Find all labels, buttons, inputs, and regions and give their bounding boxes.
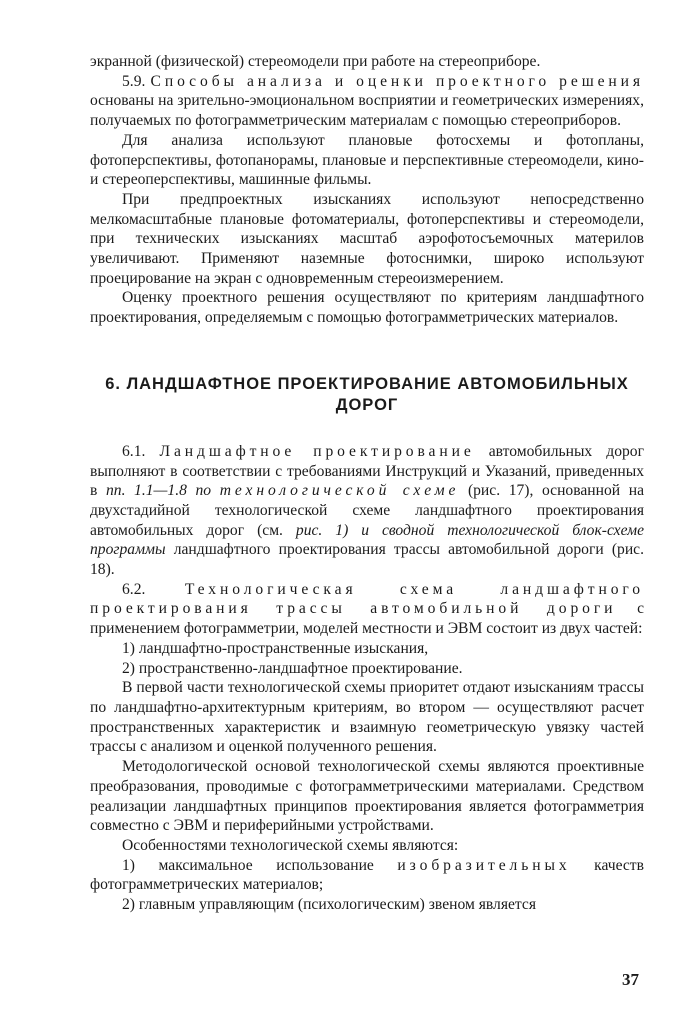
section-heading xyxy=(90,374,644,416)
paragraph-features: Особенностями технологической схемы являются: xyxy=(122,836,459,854)
page-number: 37 xyxy=(622,970,639,989)
paragraph-methodology: Методологической основой технологической схемы являются проективные преобразования, проводимые с фотограмметрическими материалами. Средством реализации ландшафтных принципов проектирования является фотограмметрия совместно с ЭВМ и периферийными устройствами. xyxy=(90,758,644,835)
paragraph-5-9 xyxy=(90,72,644,131)
paragraph-text: (рис. 17), основанной на двухстадийной технологической схеме ландшафтного проектирования автомобильных дорог (см. xyxy=(90,482,645,539)
paragraph-text: автомобильных дорог выполняют в соответствии с требованиями Инструкций и Указаний, приведенных в xyxy=(90,442,645,500)
list-item: 1) ландшафтно-пространственные изыскания, xyxy=(122,639,429,657)
list-item: 2) главным управляющим (психологическим) звеном является xyxy=(122,896,537,914)
section-number: 6.2. xyxy=(122,580,146,598)
spaced-lead: Технологическая схема ландшафтного проектирования трассы автомобильной дороги xyxy=(90,580,644,618)
paragraph-analysis: Для анализа используют плановые фотосхемы и фотопланы, фотоперспективы, фотопанорамы, плановые и перспективные стереомодели, кино- и стереоперспективы, машинные фильмы. xyxy=(90,131,644,189)
paragraph-text: основаны на зрительно-эмоциональном восприятии и геометрических измерениях, получаемых по фотограмметрическим материалам с помощью стереоприборов. xyxy=(90,92,644,130)
section-number: 6.1. xyxy=(122,442,146,460)
heading-line-1: 6. ЛАНДШАФТНОЕ ПРОЕКТИРОВАНИЕ АВТОМОБИЛЬНЫХ xyxy=(105,374,629,393)
spaced-italic-term: технологической схеме xyxy=(219,482,460,500)
paragraph-evaluation: Оценку проектного решения осуществляют по критериям ландшафтного проектирования, определяемым с помощью фотограмметрических материалов. xyxy=(90,289,644,327)
spaced-lead: Способы анализа и оценки проектного решения xyxy=(150,72,644,90)
italic-reference: пп. 1.1—1.8 по xyxy=(105,482,212,500)
list-item: 1) максимальное использование изобразительных качеств фотограмметрических материалов; xyxy=(90,856,644,894)
section-number: 5.9. xyxy=(122,72,146,90)
paragraph-continuation: экранной (физической) стереомодели при работе на стереоприборе. xyxy=(90,53,541,70)
paragraph-6-2 xyxy=(90,580,644,639)
paragraph-first-part: В первой части технологической схемы приоритет отдают изысканиям трассы по ландшафтно-архитектурным критериям, во втором — осуществляют расчет пространственных характеристик и взаимную геометрическую увязку частей трассы с анализом и оценкой полученного решения. xyxy=(90,679,644,756)
spaced-lead: Ландшафтное проектирование xyxy=(159,442,475,460)
italic-reference: рис. 1) и сводной технологической блок-схеме программы xyxy=(90,521,644,559)
paragraph-text: с применением фотограмметрии, моделей местности и ЭВМ состоит из двух частей: xyxy=(90,600,644,638)
spaced-term: изобразительных xyxy=(397,856,571,874)
paragraph-6-1 xyxy=(90,442,644,580)
paragraph-text: ландшафтного проектирования трассы автомобильной дороги (рис. 18). xyxy=(90,541,644,579)
list-item: 2) пространственно-ландшафтное проектирование. xyxy=(122,659,463,677)
heading-line-2: ДОРОГ xyxy=(335,395,399,414)
paragraph-surveys: При предпроектных изысканиях используют непосредственно мелкомасштабные плановые фотоматериалы, фотоперспективы и стереомодели, при технических изысканиях масштаб аэрофотосъемочных материлов увеличивают. Применяют наземные фотоснимки, широко используют проецирование на экран с одновременным стереоизмерением. xyxy=(90,190,644,287)
